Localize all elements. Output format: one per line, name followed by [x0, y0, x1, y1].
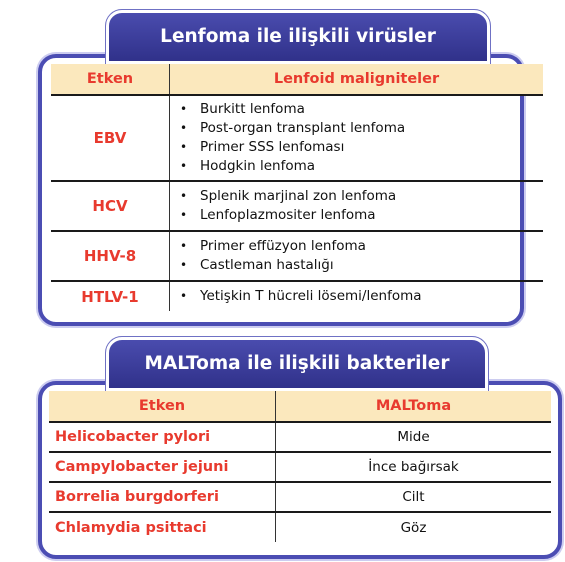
agent-cell: Helicobacter pylori [49, 422, 276, 452]
site-cell: Göz [276, 512, 552, 542]
malignancy-list-cell [170, 281, 544, 311]
malignancy-list-cell [170, 95, 544, 181]
list-item: • Lenfoplazmositer lenfoma [200, 206, 543, 225]
agent-cell: EBV [51, 95, 170, 181]
agent-cell: HTLV-1 [51, 281, 170, 311]
list-item: • Burkitt lenfoma [200, 100, 543, 119]
table-row [49, 422, 551, 452]
table-row [49, 482, 551, 512]
table-row [49, 452, 551, 482]
table-row [49, 512, 551, 542]
site-cell: Cilt [276, 482, 552, 512]
header-malignancies: Lenfoid maligniteler [170, 64, 544, 95]
header-agent: Etken [51, 64, 170, 95]
site-cell: İnce bağırsak [276, 452, 552, 482]
malignancy-list-cell [170, 231, 544, 281]
list-item: • Yetişkin T hücreli lösemi/lenfoma [200, 287, 543, 306]
agent-cell: HCV [51, 181, 170, 231]
table-row [51, 231, 543, 281]
list-item: • Primer SSS lenfoması [200, 138, 543, 157]
bacteria-table-header [49, 391, 551, 422]
agent-cell: Campylobacter jejuni [49, 452, 276, 482]
virus-table [51, 64, 543, 311]
virus-table-header [51, 64, 543, 95]
agent-cell: HHV-8 [51, 231, 170, 281]
agent-cell: Borrelia burgdorferi [49, 482, 276, 512]
list-item: • Castleman hastalığı [200, 256, 543, 275]
agent-cell: Chlamydia psittaci [49, 512, 276, 542]
list-item: • Splenik marjinal zon lenfoma [200, 187, 543, 206]
header-maltoma: MALToma [276, 391, 552, 422]
list-item: • Primer effüzyon lenfoma [200, 237, 543, 256]
malignancy-list-cell [170, 181, 544, 231]
site-cell: Mide [276, 422, 552, 452]
bacteria-table [49, 391, 551, 542]
table-row [51, 95, 543, 181]
table-row [51, 181, 543, 231]
table-row [51, 281, 543, 311]
list-item: • Post-organ transplant lenfoma [200, 119, 543, 138]
virus-title: Lenfoma ile ilişkili virüsler [106, 10, 490, 64]
header-agent: Etken [49, 391, 276, 422]
list-item: • Hodgkin lenfoma [200, 157, 543, 176]
bacteria-title: MALToma ile ilişkili bakteriler [106, 337, 488, 391]
